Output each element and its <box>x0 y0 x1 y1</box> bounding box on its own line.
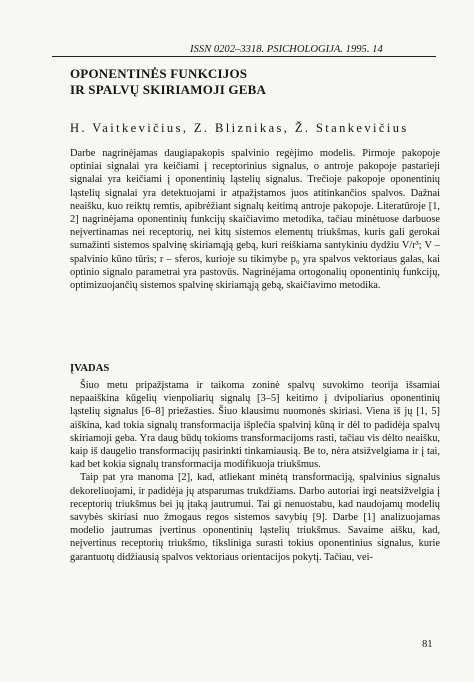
authors: H. Vaitkevičius, Z. Bliznikas, Ž. Stankevičius <box>70 121 409 135</box>
paragraph-1: Šiuo metu pripažįstama ir taikoma zoninė spalvų suvokimo teorija išsamiai nepaaiškina kūgelių vienpoliarių signalų [3–5] keitimo į dvipoliarius oponentinių ląstelių signalus [6–8] priežasties. Šiuo klausimu nuomonės skiriasi. Viena iš jų [1, 5] aiškina, kad tokia signalų transformacija išplečia spalvinį kūną ir dėl to padidėja spalvų skiriamoji geba. Yra daug būdų tokioms transformacijoms rasti, tačiau vis dėlto neaišku, kaip iš daugelio transformacijų pasirinkti tinkamiausią. Be to, nėra atsižvelgiama ir į tai, kad bet kokia signalų transformacija modifikuoja triukšmus. <box>70 380 440 471</box>
paragraph-2: Taip pat yra manoma [2], kad, atliekant minėtą transformaciją, spalvinius signalus dekoreliuojami, ir padidėja jų atsparumas trukdžiams. Darbo autoriai irgi neatsižvelgia į receptorių triukšmus bei jų įtaką jautrumui. Tai gi nenuostabu, kad naudojamų modelių savybės skiriasi nuo žmogaus regos sistemos savybių [9]. Darbe [1] analizuojamas modelio jautrumas įvertinus oponentinių ląstelių triukšmus. Savaime aišku, kad, neįvertinus receptorių triukšmo, tiksliniga surasti tokius oponentinius signalus, kurie garantuotų didžiausią spalvos vektoriaus orientacijos pokytį. Tačiau, vei- <box>70 472 440 563</box>
title-line-2: IR SPALVŲ SKIRIAMOJI GEBA <box>70 82 267 97</box>
body-text <box>70 379 440 564</box>
title-line-1: OPONENTINĖS FUNKCIJOS <box>70 66 248 81</box>
article-title <box>70 66 410 98</box>
abstract: Darbe nagrinėjamas daugiapakopis spalvinio regėjimo modelis. Pirmoje pakopoje optiniai signalai yra keičiami į receptorinius signalus, o antroje pakopoje pastarieji signalai yra keičiami į oponentinių ląstelių signalus. Trečioje pakopoje oponentinių ląstelių signalai yra detektuojami ir atpažįstamos juos atitinkančios spalvos. Dažnai neaišku, kuo reiktų remtis, apibrėžiant signalų keitimą antroje pakopoje. Literatūroje [1, 2] nagrinėjama oponentinių funkcijų skaičiavimo metodika, tačiau minėtuose darbuose neįvertinamas nei receptorių, nei kitų sistemos elementų triukšmas, kuris gali gerokai sumažinti sistemos spalvinę skiriamąją gebą, kuri reiškiama santykiniu dydžiu V/r³; V – spalvinio kūno tūris; r – sferos, kurioje su tikimybe p₀ yra spalvos vektoriaus galas, kai optinio signalo parametrai yra pastovūs. Nagrinėjama ortogonalių oponentinių funkcijų, optimizuojančių sistemos spalvinę skiriamąją gebą, skaičiavimo metodika. <box>70 148 440 292</box>
header-rule <box>52 56 436 57</box>
section-title: ĮVADAS <box>70 363 110 374</box>
running-head: ISSN 0202–3318. PSICHOLOGIJA. 1995. 14 <box>190 44 383 55</box>
page-number: 81 <box>422 639 433 650</box>
